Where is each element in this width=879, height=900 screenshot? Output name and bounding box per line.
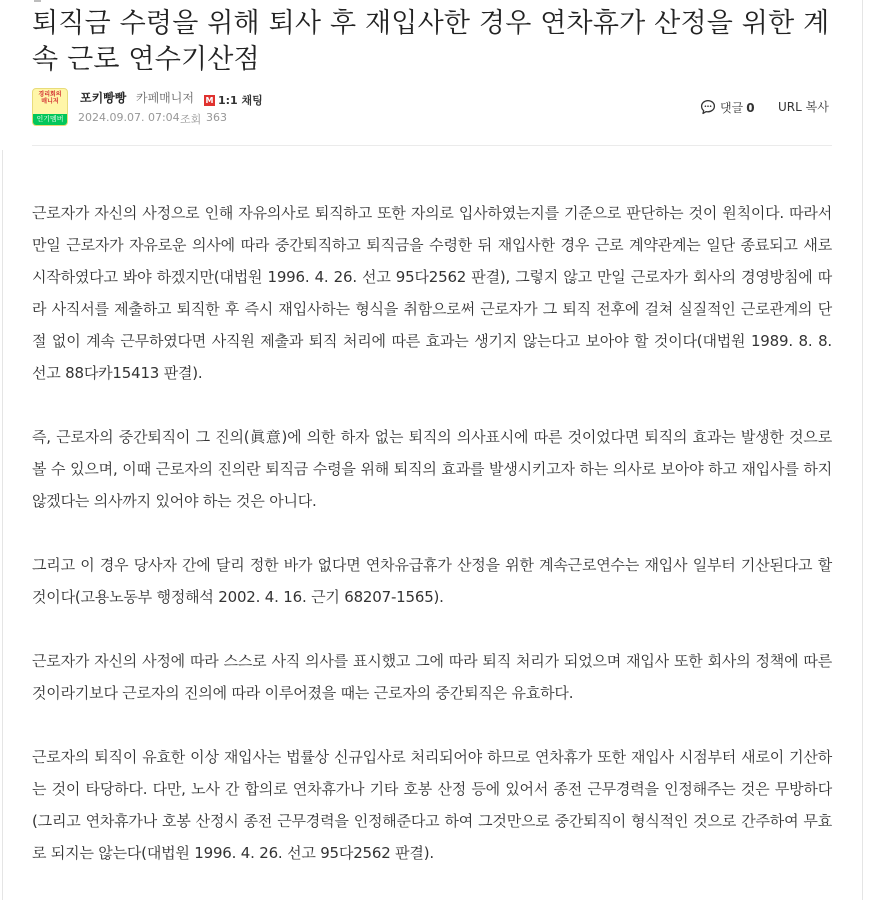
top-divider-fragment bbox=[34, 0, 41, 2]
avatar-member-label: 인기멤버 bbox=[33, 114, 67, 125]
article-title: 퇴직금 수령을 위해 퇴사 후 재입사한 경우 연차휴가 산정을 위한 계속 근로 연수기산점 bbox=[32, 8, 830, 75]
avatar-badge-text: 경리회의 매니저 bbox=[38, 91, 62, 105]
article-body bbox=[32, 197, 832, 900]
chat-icon: M bbox=[205, 96, 214, 105]
views-label: 조회 bbox=[180, 113, 202, 126]
author-nickname[interactable]: 포키빵빵 bbox=[80, 91, 127, 105]
paragraph: 그리고 이 경우 당사자 간에 달리 정한 바가 없다면 연차유급휴가 산정을 위한 계속근로연수는 재입사 일부터 기산된다고 할 것이다(고용노동부 행정해석 2002. 4. 16. 근기 68207-1565). bbox=[32, 556, 832, 606]
url-copy-button[interactable]: URL 복사 bbox=[778, 100, 829, 114]
comment-label: 댓글 bbox=[720, 101, 744, 115]
paragraph: 근로자가 자신의 사정에 따라 스스로 사직 의사를 표시했고 그에 따라 퇴직 처리가 되었으며 재입사 또한 회사의 정책에 따른 것이라기보다 근로자의 진의에 따라 이루어졌을 때는 근로자의 중간퇴직은 유효하다. bbox=[32, 652, 832, 702]
paragraph: 근로자가 자신의 사정으로 인해 자유의사로 퇴직하고 또한 자의로 입사하였는지를 기준으로 판단하는 것이 원칙이다. 따라서 만일 근로자가 자유로운 의사에 따라 중간퇴직하고 퇴직금을 수령한 뒤 재입사한 경우 근로 계약관계는 일단 종료되고 새로 시작하였다고 봐야 하겠지만(대법원 1996. 4. 26. 선고 95다2562 판결), 그렇지 않고 만일 근로자가 회사의 경영방침에 따라 사직서를 제출하고 퇴직한 후 즉시 재입사하는 형식을 취함으로써 근로자가 그 퇴직 전후에 걸쳐 실질적인 근로관계의 단절 없이 계속 근무하였다면 사직원 제출과 퇴직 처리에 따른 효과는 생기지 않는다고 보아야 할 것이다(대법원 1989. 8. 8. 선고 88다카15413 판결). bbox=[32, 204, 832, 382]
author-role: 카페매니저 bbox=[136, 91, 194, 105]
header-divider bbox=[32, 145, 832, 146]
one-to-one-chat-button[interactable] bbox=[204, 89, 263, 105]
comment-button[interactable] bbox=[700, 97, 755, 117]
speech-bubble-icon bbox=[700, 99, 716, 115]
view-count: 363 bbox=[206, 111, 227, 124]
author-info bbox=[32, 88, 832, 128]
post-date: 2024.09.07. 07:04 bbox=[78, 111, 180, 124]
comment-count: 0 bbox=[746, 101, 755, 115]
right-border bbox=[862, 0, 863, 900]
author-avatar[interactable] bbox=[32, 88, 68, 126]
left-border bbox=[2, 150, 3, 900]
paragraph: 근로자의 퇴직이 유효한 이상 재입사는 법률상 신규입사로 처리되어야 하므로 연차휴가 또한 재입사 시점부터 새로이 기산하는 것이 타당하다. 다만, 노사 간 합의로 연차휴가나 기타 호봉 산정 등에 있어서 종전 근무경력을 인정해주는 것은 무방하다(그리고 연차휴가나 호봉 산정시 종전 근무경력을 인정해준다고 하여 그것만으로 중간퇴직이 형식적인 것으로 간주하여 무효로 되지는 않는다(대법원 1996. 4. 26. 선고 95다2562 판결). bbox=[32, 748, 832, 862]
paragraph: 즉, 근로자의 중간퇴직이 그 진의(眞意)에 의한 하자 없는 퇴직의 의사표시에 따른 것이었다면 퇴직의 효과는 발생한 것으로 볼 수 있으며, 이때 근로자의 진의란 퇴직금 수령을 위해 퇴직의 효과를 발생시키고자 하는 의사로 보아야 하고 재입사를 하지 않겠다는 의사까지 있어야 하는 것은 아니다. bbox=[32, 428, 832, 510]
chat-label: 1:1 채팅 bbox=[218, 94, 263, 107]
